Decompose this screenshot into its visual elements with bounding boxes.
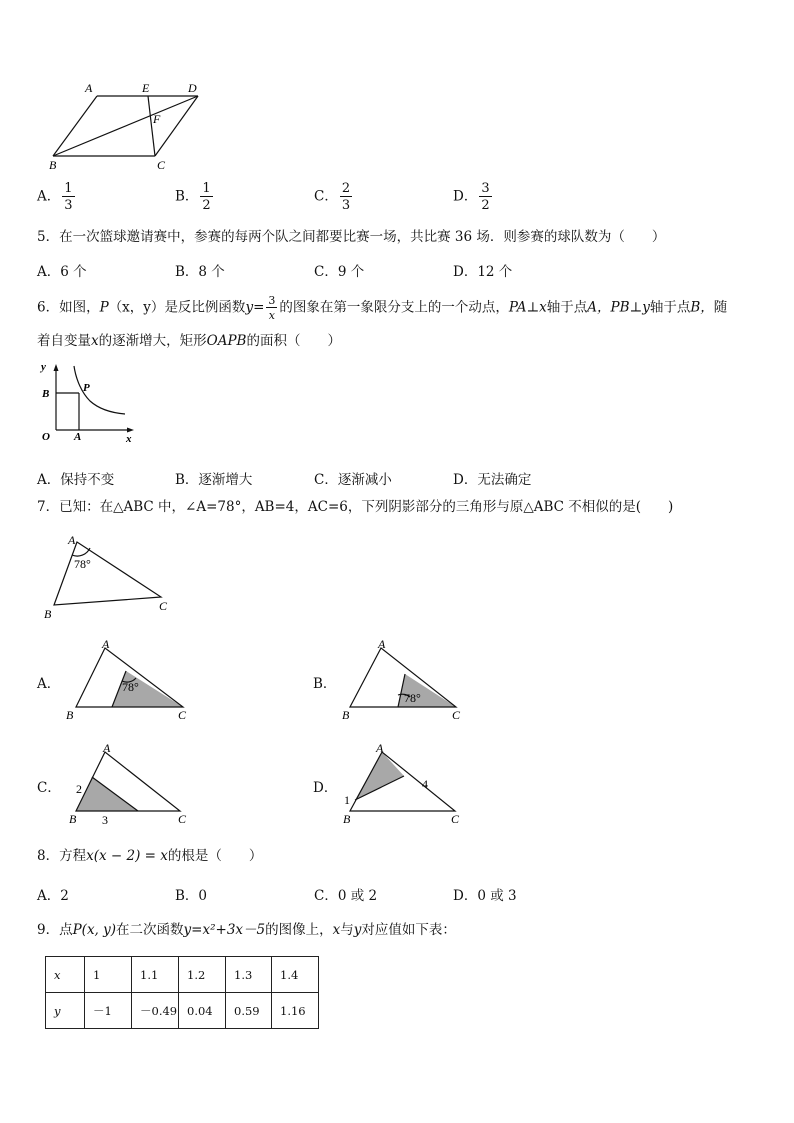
table-cell: 1.2 <box>179 957 226 993</box>
opt-d-label-b: B <box>343 812 351 826</box>
main-label-a: A <box>68 533 76 547</box>
q6-line1: 6．如图，P（x，y）是反比例函数y= $\frac{3}{x}$ 的图象在第一象限分支上的一个动点，PA⊥x轴于点A，PB⊥y轴于点B，随 <box>37 294 728 322</box>
label-A: A <box>85 81 93 95</box>
main-label-c: C <box>159 599 168 613</box>
opt-d-len-4: 4 <box>422 777 428 791</box>
table-head-x: x <box>46 957 85 993</box>
q6-graph <box>38 358 143 448</box>
opt-b-label-b: B <box>342 708 350 722</box>
label-C: C <box>157 158 166 172</box>
q4-option-c[interactable]: C． $\frac{2}{3}$ <box>314 181 351 213</box>
main-angle-label: 78° <box>74 557 91 571</box>
opt-d-len-1: 1 <box>344 793 350 807</box>
opt-b-angle: 78° <box>404 691 421 705</box>
q9-value-table <box>45 956 319 1029</box>
q6-option-b[interactable]: B．逐渐增大 <box>175 472 253 488</box>
q7-option-b-label[interactable]: B． <box>313 676 337 692</box>
q8-option-d[interactable]: D．0 或 3 <box>453 888 517 904</box>
opt-a-label-a: A <box>102 637 110 651</box>
q7-option-c-label[interactable]: C． <box>37 780 61 796</box>
q7-option-b-figure[interactable] <box>337 636 477 726</box>
opt-d-label-c: C <box>451 812 460 826</box>
opt-b-label-a: A <box>378 637 386 651</box>
label-B: B <box>49 158 57 172</box>
q7-main-triangle <box>38 528 178 623</box>
opt-a-label-c: C <box>178 708 187 722</box>
q8-option-c[interactable]: C．0 或 2 <box>314 888 378 904</box>
table-cell: 0.59 <box>226 993 272 1029</box>
graph-label-b: B <box>42 388 50 400</box>
q5-option-d[interactable]: D．12 个 <box>453 264 513 280</box>
label-F: F <box>153 112 161 126</box>
q8-text: 8．方程x(x − 2) = x的根是（ ） <box>37 848 263 864</box>
q9-text: 9．点P(x, y)在二次函数y=x²+3x－5的图像上，x与y对应值如下表： <box>37 922 456 938</box>
opt-c-label-c: C <box>178 812 187 826</box>
q7-option-a-label[interactable]: A． <box>37 676 61 692</box>
table-cell: 0.04 <box>179 993 226 1029</box>
table-cell: －1 <box>85 993 132 1029</box>
q6-line2: 着自变量x的逐渐增大，矩形OAPB的面积（ ） <box>37 333 341 349</box>
table-cell: 1.16 <box>272 993 319 1029</box>
graph-label-o: O <box>42 431 50 443</box>
graph-label-a: A <box>74 431 82 443</box>
q5-text: 5．在一次篮球邀请赛中，参赛的每两个队之间都要比赛一场，共比赛 36 场．则参赛的球队数为（ ） <box>37 229 666 245</box>
q7-option-d-label[interactable]: D． <box>313 780 338 796</box>
q6-option-c[interactable]: C．逐渐减小 <box>314 472 392 488</box>
opt-a-angle: 78° <box>122 680 139 694</box>
q4-option-d[interactable]: D． $\frac{3}{2}$ <box>453 181 490 213</box>
opt-c-len-3: 3 <box>102 813 108 827</box>
label-D: D <box>188 81 197 95</box>
q5-option-c[interactable]: C．9 个 <box>314 264 365 280</box>
table-cell: 1.1 <box>132 957 179 993</box>
q7-option-c-figure[interactable] <box>60 740 200 830</box>
table-row <box>46 993 319 1029</box>
parallelogram-figure <box>40 75 220 175</box>
table-head-y: y <box>46 993 85 1029</box>
graph-label-x: x <box>126 433 132 445</box>
table-cell: 1.4 <box>272 957 319 993</box>
q5-option-b[interactable]: B．8 个 <box>175 264 225 280</box>
q8-option-b[interactable]: B．0 <box>175 888 208 904</box>
graph-label-p: P <box>83 382 90 394</box>
q6-option-d[interactable]: D．无法确定 <box>453 472 532 488</box>
q8-option-a[interactable]: A．2 <box>37 888 69 904</box>
main-label-b: B <box>44 607 52 621</box>
q4-option-b[interactable]: B． $\frac{1}{2}$ <box>175 181 211 213</box>
q5-option-a[interactable]: A．6 个 <box>37 264 87 280</box>
opt-c-label-b: B <box>69 812 77 826</box>
table-cell: 1 <box>85 957 132 993</box>
opt-c-label-a: A <box>103 741 111 755</box>
table-cell: 1.3 <box>226 957 272 993</box>
opt-a-label-b: B <box>66 708 74 722</box>
graph-label-y: y <box>41 361 46 373</box>
opt-c-len-2: 2 <box>76 782 82 796</box>
label-E: E <box>142 81 150 95</box>
table-row <box>46 957 319 993</box>
q4-option-a[interactable]: A． $\frac{1}{3}$ <box>37 181 73 213</box>
q6-option-a[interactable]: A．保持不变 <box>37 472 115 488</box>
q7-text: 7．已知：在△ABC 中，∠A=78°，AB=4，AC=6，下列阴影部分的三角形与原△ABC 不相似的是( ) <box>37 499 674 515</box>
q7-option-a-figure[interactable] <box>60 636 200 726</box>
opt-d-label-a: A <box>376 741 384 755</box>
opt-b-label-c: C <box>452 708 461 722</box>
q7-option-d-figure[interactable] <box>337 740 477 830</box>
table-cell: －0.49 <box>132 993 179 1029</box>
